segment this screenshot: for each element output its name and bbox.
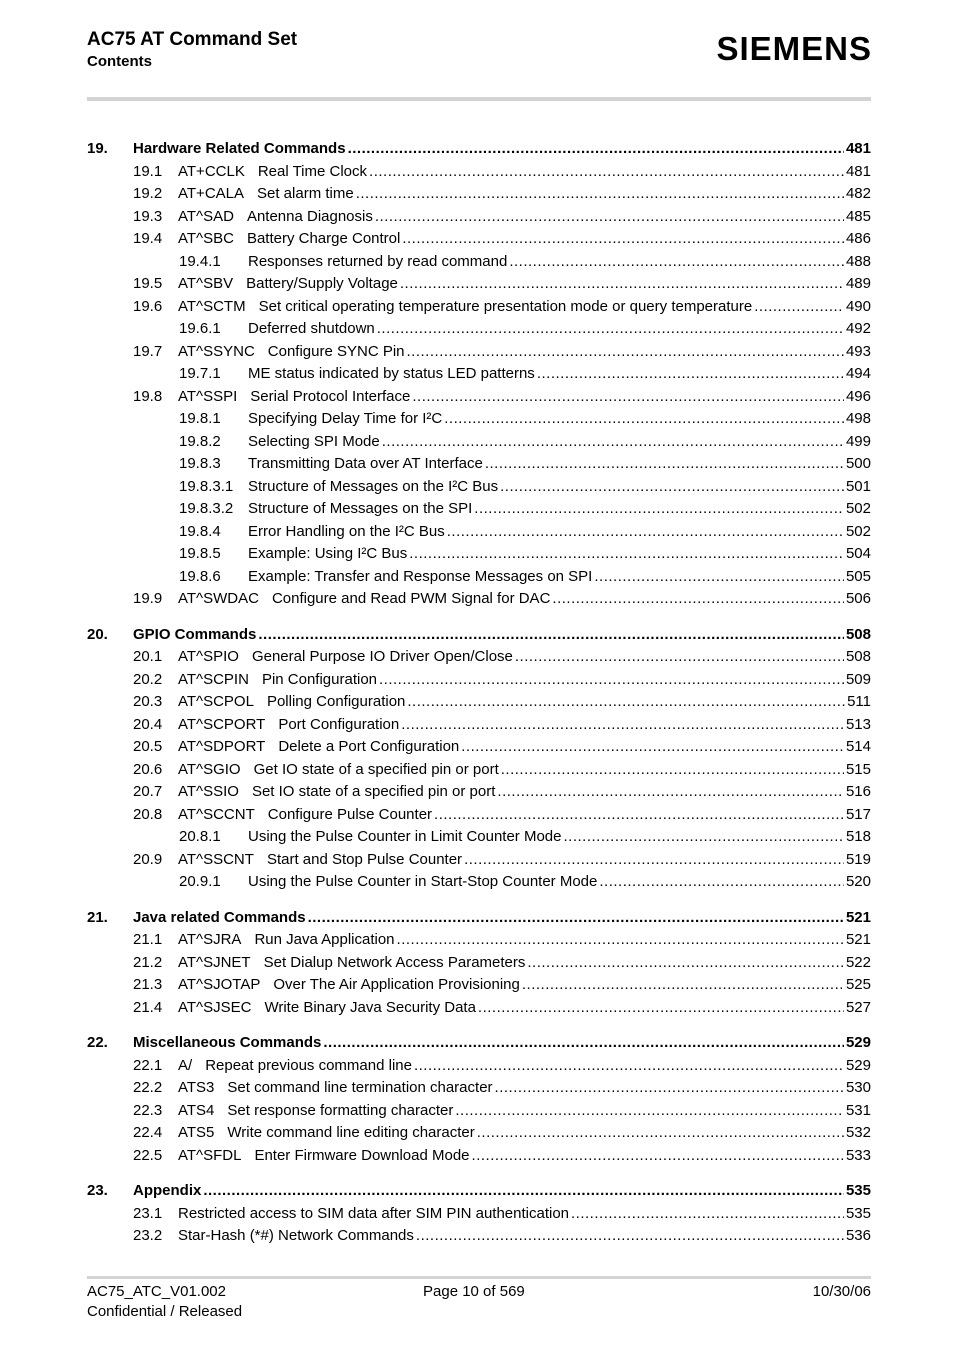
toc-entry-title: Start and Stop Pulse Counter [266,850,463,868]
toc-entry-command: AT^SSCNT [178,850,254,868]
toc-entry-command: AT^SWDAC [178,590,259,607]
toc-entry-number: 21. [87,908,108,926]
toc-entry-number: 19.8.2 [179,432,221,450]
toc-entry[interactable] [87,296,871,319]
toc-dot-leader [754,296,844,319]
toc-entry-page: 481 [845,140,871,157]
toc-dot-leader [369,161,844,184]
toc-entry-number: 19.5 [133,275,163,292]
footer-page-number: Page 10 of 569 [423,1283,525,1300]
toc-entry-command: ATS4 [178,1101,215,1119]
toc-entry-number: 21.1 [133,931,163,948]
toc-entry[interactable] [87,341,871,364]
toc-entry-title: Port Configuration [278,715,400,733]
toc-entry-command: ATS5 [178,1124,215,1141]
toc-entry[interactable] [87,714,871,737]
toc-entry-command: AT^SCPIN [178,670,249,688]
toc-entry[interactable] [87,1100,871,1123]
toc-entry-number: 19.8.3 [179,455,221,472]
toc-entry-number: 19.8.6 [179,567,221,585]
toc-entry-number: 19.9 [133,590,163,607]
toc-entry-title: Configure and Read PWM Signal for DAC [271,590,551,607]
toc-entry-command: AT^SSPI [178,387,238,405]
toc-entry[interactable] [87,318,871,341]
toc-entry[interactable] [87,781,871,804]
toc-entry-number: 19.4.1 [179,252,221,270]
table-of-contents [87,138,871,1248]
toc-entry-title: Miscellaneous Commands [133,1034,322,1051]
toc-entry-title: Set response formatting character [227,1101,454,1119]
toc-entry-number: 19.2 [133,185,163,202]
toc-entry-number: 22.2 [133,1079,163,1096]
toc-dot-leader [203,1180,844,1203]
toc-dot-leader [400,273,844,296]
toc-entry-page: 517 [845,805,871,823]
toc-entry[interactable] [87,431,871,454]
toc-entry-number: 22.5 [133,1146,163,1164]
toc-entry-page: 492 [845,320,871,337]
toc-entry-page: 532 [845,1124,871,1141]
toc-entry-command: AT^SJRA [178,931,242,948]
toc-entry-page: 504 [845,545,871,562]
toc-entry-title: Using the Pulse Counter in Limit Counter Mode [248,828,562,845]
toc-entry-number: 22.4 [133,1124,163,1141]
toc-entry-page: 514 [845,738,871,755]
toc-entry-title: Star-Hash (*#) Network Commands [178,1227,414,1244]
footer-status: Confidential / Released [87,1303,243,1320]
toc-entry-number: 19.6 [133,297,163,315]
toc-dot-leader [527,952,844,975]
toc-entry-title: Battery/Supply Voltage [246,275,398,292]
toc-entry-title: Example: Transfer and Response Messages on SPI [248,567,593,585]
toc-entry-title: Java related Commands [133,908,306,926]
toc-entry-title: Transmitting Data over AT Interface [248,455,483,472]
toc-entry-page: 520 [845,873,871,890]
toc-entry-page: 521 [845,931,871,948]
toc-entry[interactable] [87,929,871,952]
toc-entry-page: 496 [845,387,871,405]
toc-entry-page: 502 [845,522,871,540]
toc-entry-title: Responses returned by read command [248,252,508,270]
toc-entry-command: A/ [178,1056,193,1074]
toc-entry-command: AT^SSIO [178,783,239,800]
toc-dot-leader [375,206,844,229]
toc-entry[interactable] [87,161,871,184]
toc-entry-number: 20.8.1 [179,828,221,845]
toc-entry[interactable] [87,1077,871,1100]
toc-entry[interactable] [87,183,871,206]
toc-entry[interactable] [87,826,871,849]
toc-entry-title: Selecting SPI Mode [248,432,380,450]
toc-entry-number: 20. [87,625,108,643]
toc-entry-title: Structure of Messages on the SPI [248,500,473,517]
toc-dot-leader [564,826,844,849]
toc-entry-title: Error Handling on the I²C Bus [248,522,445,540]
toc-entry-title: Delete a Port Configuration [278,738,460,755]
toc-entry[interactable] [87,498,871,521]
toc-entry[interactable] [87,1225,871,1248]
toc-entry-command: AT^SSYNC [178,342,255,360]
toc-entry-page: 535 [845,1182,871,1199]
toc-entry-title: General Purpose IO Driver Open/Close [251,648,513,665]
toc-entry-number: 19.8.3.1 [179,477,234,495]
toc-entry[interactable] [87,386,871,409]
toc-entry-command: AT^SCCNT [178,805,255,823]
toc-entry-number: 19.4 [133,230,163,247]
toc-entry-command: AT^SCPOL [178,693,254,710]
toc-entry-title: Get IO state of a specified pin or port [253,760,499,778]
toc-entry[interactable] [87,273,871,296]
toc-entry-page: 482 [845,185,871,202]
toc-entry[interactable] [87,871,871,894]
footer-divider [87,1276,871,1279]
toc-entry-number: 19. [87,140,108,157]
toc-entry-command: AT^SCTM [178,297,246,315]
toc-dot-leader [377,318,844,341]
toc-entry-command: AT+CALA [178,185,244,202]
toc-entry-command: ATS3 [178,1079,215,1096]
toc-entry-number: 23.2 [133,1227,163,1244]
toc-entry-number: 20.7 [133,783,163,800]
footer-date: 10/30/06 [812,1283,871,1300]
toc-entry[interactable] [87,588,871,611]
toc-entry-number: 23. [87,1182,108,1199]
toc-entry-title: Appendix [133,1182,202,1199]
toc-dot-leader [416,1225,844,1248]
toc-entry[interactable] [87,952,871,975]
toc-entry[interactable] [87,997,871,1020]
toc-entry-title: Enter Firmware Download Mode [254,1146,470,1164]
toc-entry[interactable] [87,543,871,566]
toc-dot-leader [501,759,844,782]
toc-dot-leader [472,1145,844,1168]
toc-entry-page: 521 [845,908,871,926]
toc-dot-leader [407,341,844,364]
toc-entry[interactable] [87,691,871,714]
toc-entry-command: AT^SFDL [178,1146,242,1164]
toc-dot-leader [522,974,844,997]
toc-entry-title: Pin Configuration [261,670,378,688]
toc-dot-leader [414,1055,844,1078]
toc-entry[interactable] [87,566,871,589]
toc-dot-leader [477,1122,844,1145]
toc-entry-number: 20.8 [133,805,163,823]
toc-entry-number: 21.4 [133,998,163,1016]
toc-entry-number: 19.3 [133,207,163,225]
toc-entry-title: Write command line editing character [227,1124,475,1141]
toc-entry-page: 533 [845,1146,871,1164]
toc-entry-page: 513 [845,715,871,733]
toc-entry-number: 23.1 [133,1204,163,1222]
toc-entry-page: 508 [845,648,871,665]
toc-entry-number: 22.1 [133,1056,163,1074]
toc-entry-number: 19.7.1 [179,365,221,382]
toc-entry-title: Using the Pulse Counter in Start-Stop Counter Mode [248,873,598,890]
toc-entry[interactable] [87,408,871,431]
toc-dot-leader [409,543,844,566]
toc-entry[interactable] [87,736,871,759]
toc-entry-page: 501 [845,477,871,495]
toc-entry-title: Set Dialup Network Access Parameters [263,953,526,971]
toc-entry-command: AT^SGIO [178,760,241,778]
toc-entry-command: AT^SBV [178,275,234,292]
toc-dot-leader [447,521,844,544]
toc-dot-leader [537,363,844,386]
toc-entry-page: 535 [845,1204,871,1222]
toc-entry-number: 22. [87,1034,108,1051]
toc-dot-leader [464,849,844,872]
toc-entry[interactable] [87,363,871,386]
toc-entry-page: 494 [845,365,871,382]
toc-dot-leader [402,228,844,251]
toc-entry-page: 529 [845,1034,871,1051]
toc-dot-leader [397,929,844,952]
toc-entry-number: 20.5 [133,738,163,755]
toc-dot-leader [407,691,845,714]
toc-dot-leader [515,646,844,669]
toc-dot-leader [500,476,844,499]
toc-dot-leader [444,408,844,431]
siemens-logo: SIEMENS [716,30,872,67]
toc-entry[interactable] [87,1145,871,1168]
toc-dot-leader [455,1100,844,1123]
toc-entry-page: 499 [845,432,871,450]
toc-entry-title: Restricted access to SIM data after SIM PIN authentication [178,1204,570,1222]
toc-entry-page: 515 [845,760,871,778]
toc-entry-title: Structure of Messages on the I²C Bus [248,477,499,495]
toc-entry-command: AT^SJSEC [178,998,252,1016]
toc-entry-page: 516 [845,783,871,800]
toc-entry-title: Set IO state of a specified pin or port [251,783,496,800]
toc-entry-title: Set command line termination character [227,1079,493,1096]
toc-entry-title: Hardware Related Commands [133,140,346,157]
toc-entry-page: 481 [845,162,871,180]
toc-chapter-entry[interactable] [87,1180,871,1203]
toc-entry-page: 508 [845,625,871,643]
toc-entry[interactable] [87,453,871,476]
toc-entry-title: Repeat previous command line [205,1056,412,1074]
toc-entry-page: 519 [845,850,871,868]
document-title: AC75 AT Command Set [87,29,298,50]
toc-dot-leader [356,183,844,206]
toc-entry-page: 531 [845,1101,871,1119]
toc-entry-page: 522 [845,953,871,971]
toc-entry-page: 509 [845,670,871,688]
toc-entry-page: 493 [845,342,871,360]
toc-entry-number: 19.6.1 [179,320,221,337]
toc-entry-number: 19.8.4 [179,522,221,540]
toc-entry-title: Set critical operating temperature presentation mode or query temperature [258,297,753,315]
toc-entry[interactable] [87,849,871,872]
toc-dot-leader [412,386,844,409]
toc-entry[interactable] [87,804,871,827]
toc-entry-page: 505 [845,567,871,585]
document-section: Contents [87,53,152,70]
toc-entry-title: Over The Air Application Provisioning [273,976,520,993]
toc-entry-page: 488 [845,252,871,270]
toc-entry-number: 19.8 [133,387,163,405]
toc-dot-leader [497,781,844,804]
toc-dot-leader [401,714,844,737]
toc-entry-number: 20.9.1 [179,873,221,890]
toc-entry-title: Write Binary Java Security Data [264,998,476,1016]
toc-entry-number: 19.8.5 [179,545,221,562]
toc-dot-leader [474,498,844,521]
toc-entry-number: 19.8.1 [179,410,221,427]
toc-entry-title: Serial Protocol Interface [250,387,411,405]
toc-entry-number: 19.7 [133,342,163,360]
toc-entry-page: 486 [845,230,871,247]
toc-entry-number: 21.3 [133,976,163,993]
toc-entry-page: 506 [845,590,871,607]
toc-entry[interactable] [87,974,871,997]
toc-entry[interactable] [87,476,871,499]
toc-entry-number: 19.8.3.2 [179,500,234,517]
toc-entry-number: 21.2 [133,953,163,971]
toc-entry-command: AT^SAD [178,207,234,225]
toc-dot-leader [379,669,844,692]
toc-entry[interactable] [87,759,871,782]
toc-entry-title: ME status indicated by status LED patterns [248,365,535,382]
toc-entry[interactable] [87,1055,871,1078]
header-divider [87,97,871,101]
toc-entry[interactable] [87,669,871,692]
toc-entry[interactable] [87,1203,871,1226]
toc-entry-page: 536 [845,1227,871,1244]
toc-entry-number: 20.3 [133,693,163,710]
toc-entry-title: GPIO Commands [133,625,257,643]
toc-entry[interactable] [87,521,871,544]
toc-dot-leader [594,566,844,589]
toc-chapter-entry[interactable] [87,138,871,161]
toc-entry-number: 20.6 [133,760,163,778]
toc-entry-page: 525 [845,976,871,993]
toc-dot-leader [461,736,844,759]
toc-entry-title: Set alarm time [257,185,354,202]
toc-dot-leader [509,251,844,274]
toc-entry-number: 20.4 [133,715,163,733]
toc-entry-title: Run Java Application [254,931,395,948]
toc-entry-command: AT^SCPORT [178,715,266,733]
toc-entry-page: 511 [847,693,871,710]
toc-dot-leader [571,1203,844,1226]
toc-dot-leader [382,431,844,454]
toc-dot-leader [599,871,844,894]
toc-entry-title: Configure SYNC Pin [267,342,405,360]
toc-entry-command: AT^SJNET [178,953,251,971]
toc-entry-command: AT^SPIO [178,648,239,665]
toc-entry-title: Configure Pulse Counter [267,805,433,823]
toc-entry[interactable] [87,646,871,669]
toc-entry-number: 22.3 [133,1101,163,1119]
toc-chapter-entry[interactable] [87,624,871,647]
toc-entry-page: 518 [845,828,871,845]
toc-entry-page: 489 [845,275,871,292]
toc-dot-leader [258,624,844,647]
toc-entry-command: AT^SBC [178,230,234,247]
toc-entry-page: 498 [845,410,871,427]
toc-entry-page: 502 [845,500,871,517]
toc-entry-command: AT+CCLK [178,162,245,180]
toc-dot-leader [552,588,844,611]
toc-entry[interactable] [87,1122,871,1145]
toc-dot-leader [434,804,844,827]
toc-entry-title: Deferred shutdown [248,320,375,337]
toc-entry[interactable] [87,206,871,229]
toc-entry-command: AT^SDPORT [178,738,266,755]
toc-entry-title: Antenna Diagnosis [246,207,373,225]
toc-entry-page: 530 [845,1079,871,1096]
toc-dot-leader [308,907,844,930]
toc-dot-leader [485,453,844,476]
toc-entry-title: Specifying Delay Time for I²C [248,410,443,427]
toc-entry-number: 20.2 [133,670,163,688]
footer-doc-id: AC75_ATC_V01.002 [87,1283,226,1300]
toc-dot-leader [348,138,844,161]
toc-entry[interactable] [87,228,871,251]
toc-dot-leader [323,1032,844,1055]
toc-entry-title: Example: Using I²C Bus [248,545,408,562]
toc-entry-number: 20.1 [133,648,163,665]
toc-entry-page: 527 [845,998,871,1016]
toc-entry-page: 490 [845,297,871,315]
toc-entry-page: 485 [845,207,871,225]
toc-dot-leader [478,997,844,1020]
toc-entry-page: 529 [845,1056,871,1074]
toc-entry-title: Polling Configuration [266,693,406,710]
toc-chapter-entry[interactable] [87,907,871,930]
toc-chapter-entry[interactable] [87,1032,871,1055]
toc-entry-command: AT^SJOTAP [178,976,261,993]
toc-dot-leader [495,1077,844,1100]
toc-entry-title: Real Time Clock [257,162,368,180]
toc-entry-page: 500 [845,455,871,472]
toc-entry-number: 20.9 [133,850,163,868]
toc-entry-number: 19.1 [133,162,163,180]
toc-entry[interactable] [87,251,871,274]
toc-entry-title: Battery Charge Control [246,230,401,247]
